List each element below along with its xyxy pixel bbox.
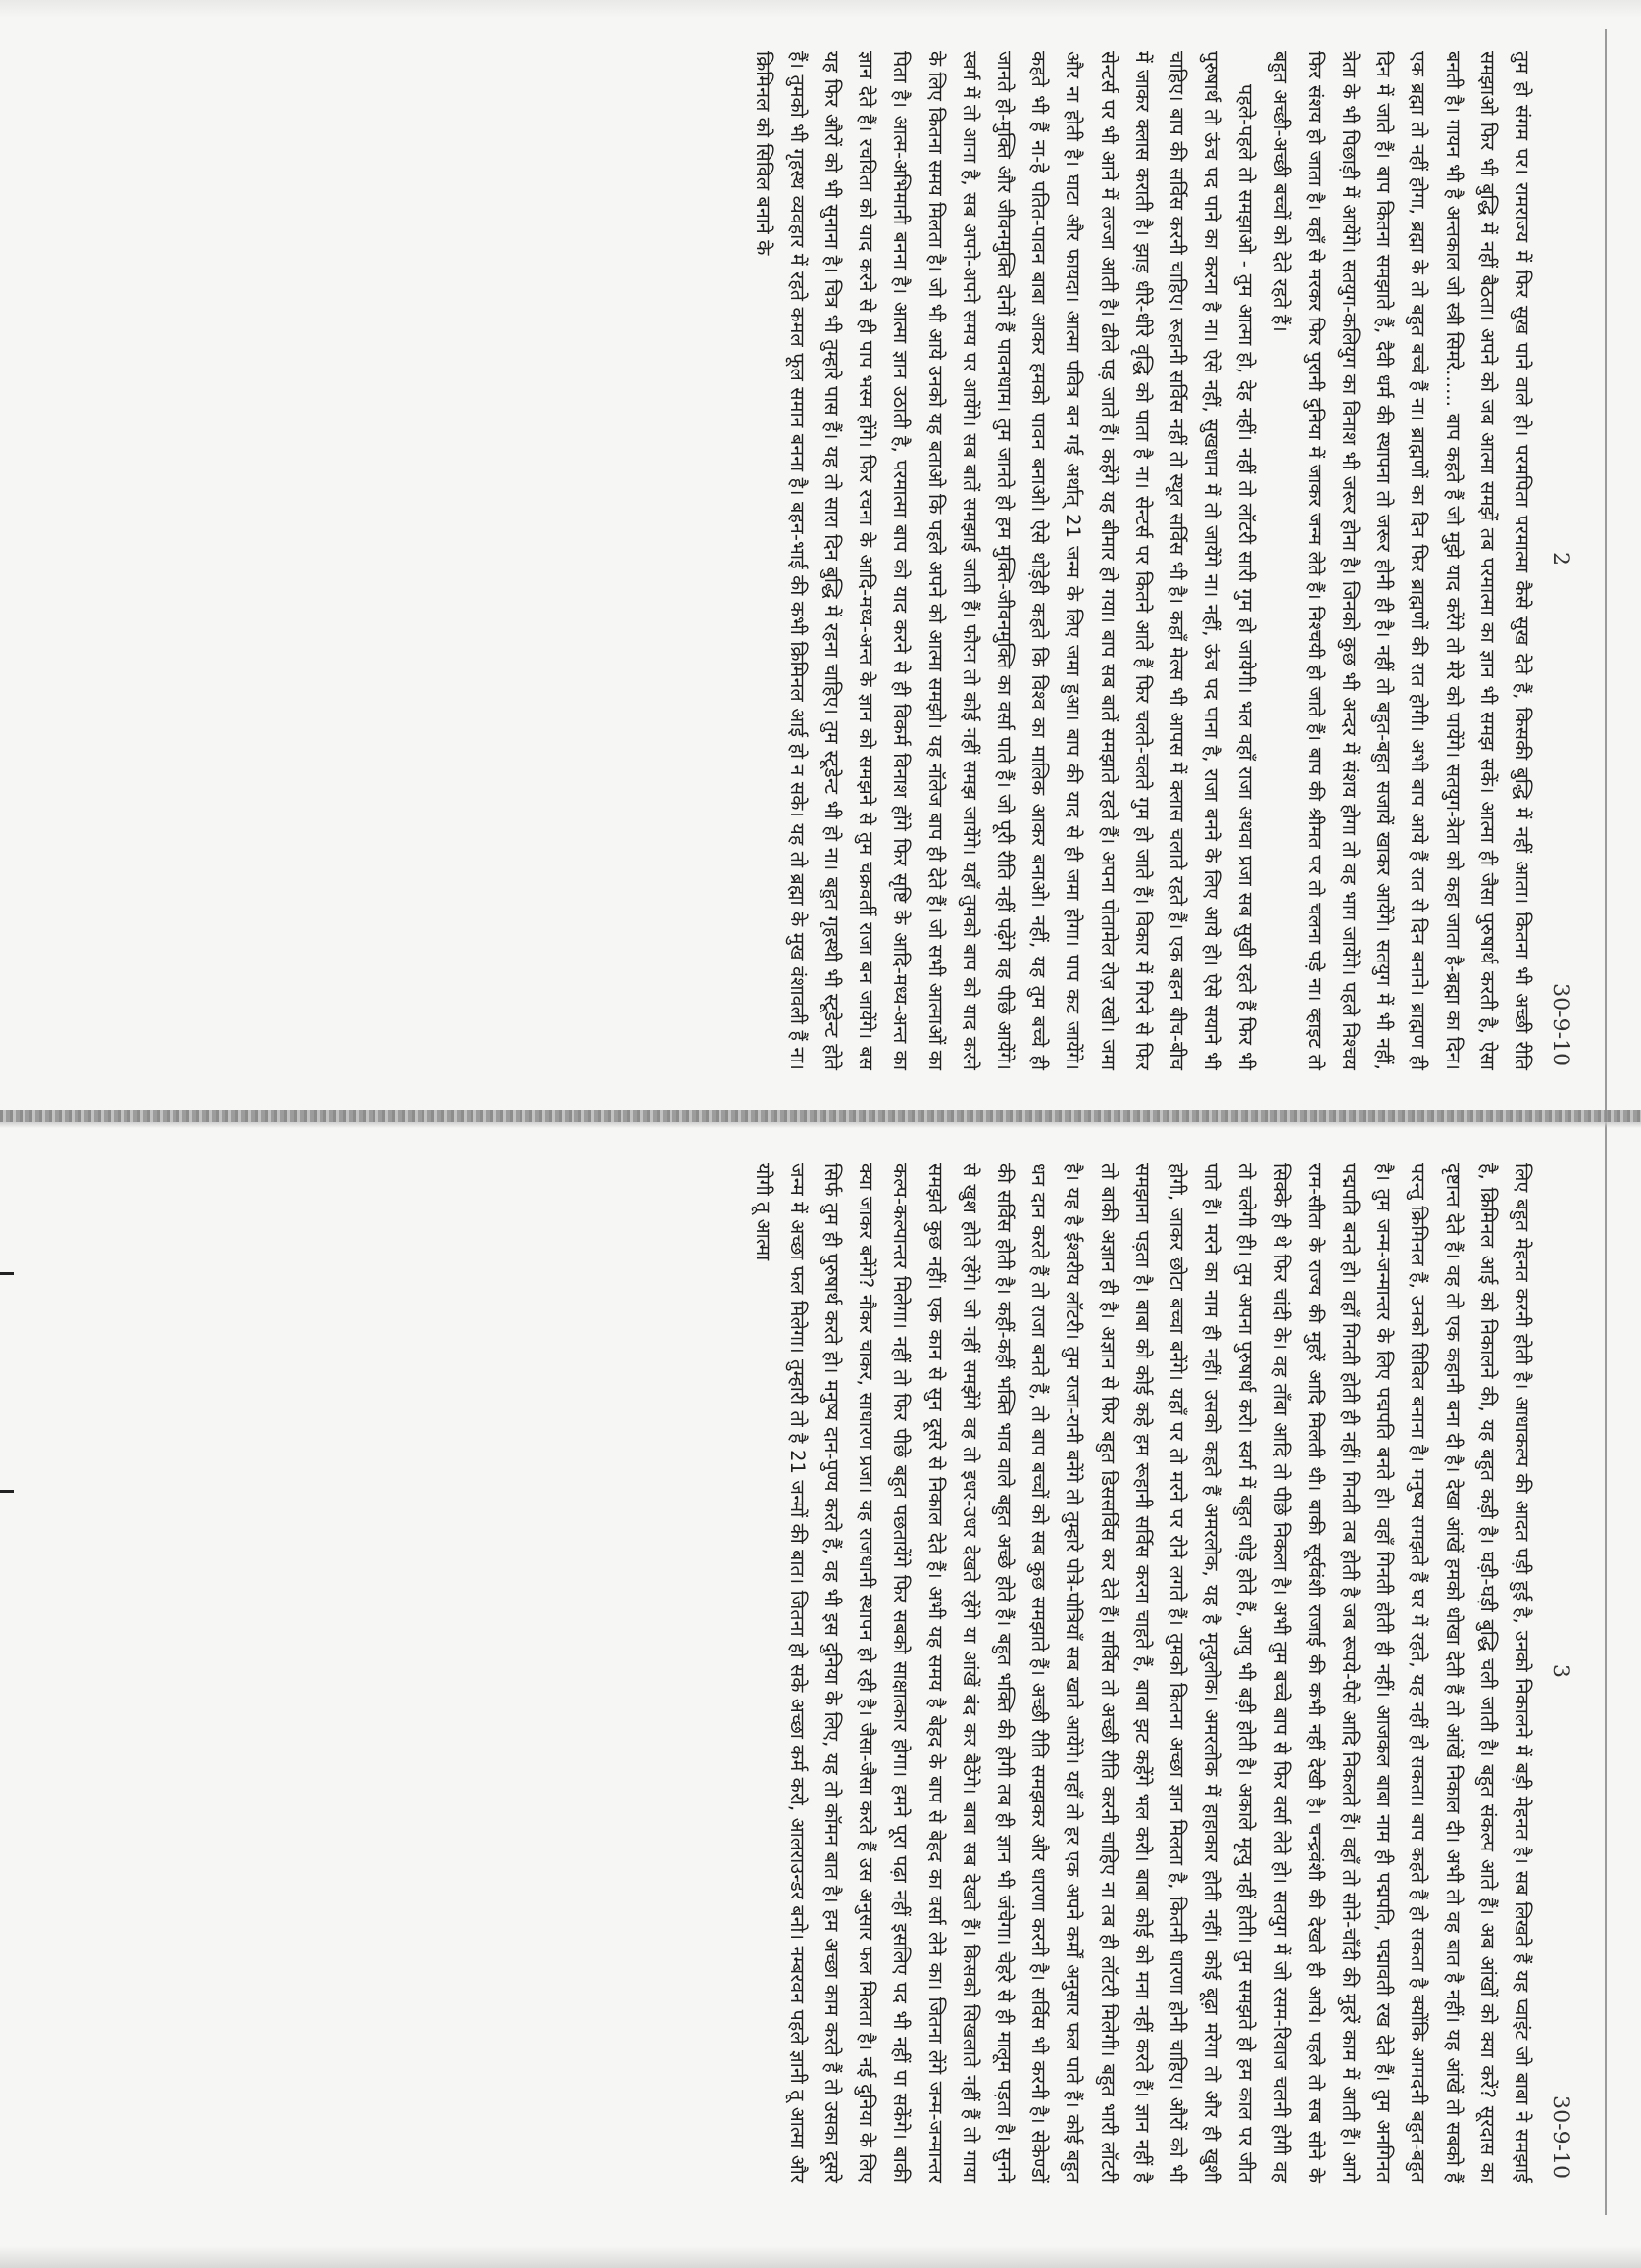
paragraph: पहले-पहले तो समझाओ - तुम आत्मा हो, देह नहीं। नहीं तो लॉटरी सारी गुम हो जायेगी। भल वहाँ राजा अथवा प्रजा सब सुखी रहते हैं फिर भी पुरुषार्थ तो ऊंच पद पाने का करना है ना। ऐसे नहीं, सुखधाम में तो जायेंगे ना। नहीं, ऊंच पद पाना है, राजा बनने के लिए आये हो। ऐसे सयाने भी चाहिए। बाप की सर्विस करनी चाहिए। रूहानी सर्विस नहीं तो स्थूल सर्विस भी है। कहाँ मेल्स भी आपस में क्लास चलाते रहते हैं। एक बहन बीच-बीच में जाकर क्लास कराती है। झाड़ धीरे-धीरे वृद्धि को पाता है ना। सेन्टर्स पर कितने आते हैं फिर चलते-चलते गुम हो जाते हैं। विकार में गिरने से फिर सेन्टर्स पर भी आने में लज्जा आती है। ढीले पड़ जाते हैं। कहेंगे यह बीमार हो गया। बाप सब बातें समझाते रहते हैं। अपना पोतामेल रोज़ रखो। जमा और ना होती है। घाटा और फायदा। आत्मा पवित्र बन गई अर्थात् 21 जन्म के लिए जमा हुआ। बाप की याद से ही जमा होगा। पाप कट जायेंगे। कहते भी हैं ना-हे पतित-पावन बाबा आकर हमको पावन बनाओ। ऐसे थोड़ेही कहते कि विश्व का मालिक आकर बनाओ। नहीं, यह तुम बच्चे ही जानते हो-मुक्ति और जीवनमुक्ति दोनों हैं पावनधाम। तुम जानते हो हम मुक्ति-जीवनमुक्ति का वर्सा पाते हैं। जो पूरी रीति नहीं पढ़ेंगे वह पीछे आयेंगे। स्वर्ग में तो आना है, सब अपने-अपने समय पर आयेंगे। सब बातें समझाई जाती हैं। फौरन तो कोई नहीं समझ जायेंगे। यहाँ तुमको बाप को याद करने के लिए कितना समय मिलता है। जो भी आये उनको यह बताओ कि पहले अपने को आत्मा समझो। यह नॉलेज बाप ही देते हैं। जो सभी आत्माओं का पिता है। आत्म-अभिमानी बनना है। आत्मा ज्ञान उठाती है, परमात्मा बाप को याद करने से ही विकर्म विनाश होंगे फिर सृष्टि के आदि-मध्य-अन्त का ज्ञान देते हैं। रचयिता को याद करने से ही पाप भस्म होंगे। फिर रचना के आदि-मध्य-अन्त के ज्ञान को समझने से तुम चक्रवर्ती राजा बन जायेंगे। बस यह फिर औरों को भी सुनाना है। चित्र भी तुम्हारे पास हैं। यह तो सारा दिन बुद्धि में रहना चाहिए। तुम स्टूडेन्ट भी हो ना। बहुत गृहस्थी भी स्टूडेन्ट होते हैं। तुमको भी गृहस्थ व्यवहार में रहते कमल फूल समान बनना है। बहन-भाई की कभी क्रिमिनल आई हो न सके। यह तो ब्रह्मा के मुख वंशावली हैं ना। क्रिमिनल को सिविल बनाने के [751,51,1258,1070]
paragraph: तुम हो संगम पर। रामराज्य में फिर सुख पाने वाले हो। परमपिता परमात्मा कैसे सुख देते हैं, किसकी बुद्धि में नहीं आता। कितना भी अच्छी रीति समझाओ फिर भी बुद्धि में नहीं बैठता। अपने को जब आत्मा समझें तब परमात्मा का ज्ञान भी समझ सकें। आत्मा ही जैसा पुरुषार्थ करती है, ऐसा बनती है। गायन भी है अन्तकाल जो स्त्री सिमरे...... बाप कहते हैं जो मुझे याद करेंगे तो मेरे को पायेंगे। सतयुग-त्रेता को कहा जाता है-ब्रह्मा का दिन। एक ब्रह्मा तो नहीं होगा, ब्रह्मा के तो बहुत बच्चे हैं ना। ब्राह्मणों का दिन फिर ब्राह्मणों की रात होगी। अभी बाप आये हैं रात से दिन बनाने। ब्राह्मण ही दिन में जाते हैं। बाप कितना समझाते हैं, दैवी धर्म की स्थापना तो जरूर होनी ही है। नहीं तो बहुत-बहुत सजायें खाकर आयेंगे। सतयुग में भी नहीं, त्रेता के भी पिछाड़ी में आयेंगे। सतयुग-कलियुग का विनाश भी जरूर होना है। जिनको कुछ भी अन्दर में संशय होगा तो वह भाग जायेंगे। पहले निश्चय फिर संशय हो जाता है। वहाँ से मरकर फिर पुरानी दुनिया में जाकर जन्म लेते हैं। निश्चयी हो जाते हैं। बाप की श्रीमत पर तो चलना पड़े ना। व्हाइट तो बहुत अच्छी-अच्छी बच्चों को देते रहते हैं। [1268,51,1533,1070]
scan-edge-top [0,0,1641,18]
page-2-region [69,39,1578,1078]
page-3-region [69,1152,1578,2191]
page-header [1539,1152,1578,2191]
page-date: 30-9-10 [1548,983,1572,1066]
margin-mark [0,1272,14,1275]
page-number: 3 [1548,1664,1572,1678]
scan-edge-bottom [0,2246,1641,2268]
page-date: 30-9-10 [1548,2095,1572,2179]
page-2 [69,39,1578,1078]
page-number: 2 [1548,552,1572,566]
page-3 [69,1152,1578,2191]
margin-mark [0,1490,14,1493]
page-body [745,39,1539,1078]
page-fold-divider [0,1110,1641,1122]
page-body [745,1152,1539,2191]
paragraph: लिए बहुत मेहनत करनी होती है। आधाकल्प की आदत पड़ी हुई है, उनको निकालने में बड़ी मेहनत है। सब लिखते हैं यह प्वाइंट जो बाबा ने समझाई है, क्रिमिनल आई को निकालने की, यह बहुत कड़ी है। घड़ी-घड़ी बुद्धि चली जाती है। बहुत संकल्प आते हैं। अब आंखों को क्या करें? सूरदास का दृष्टान्त देते हैं। वह तो एक कहानी बना दी है। देखा आंखें हमको धोखा देती हैं तो आंखें निकाल दी। अभी तो वह बात है नहीं। यह आंखें तो सबको हैं परन्तु क्रिमिनल हैं, उनको सिविल बनाना है। मनुष्य समझते हैं घर में रहते, यह नहीं हो सकता। बाप कहते हैं हो सकता है क्योंकि आमदनी बहुत-बहुत है। तुम जन्म-जन्मान्तर के लिए पद्मपति बनते हो। वहाँ गिनती होती ही नहीं। आजकल बाबा नाम ही पद्मपति, पद्मावती रख देते हैं। तुम अनगिनत पद्मपति बनते हो। वहाँ गिनती होती ही नहीं। गिनती तब होती है जब रूपये-पैसे आदि निकलते हैं। वहाँ तो सोने-चाँदी की मुहरें काम में आती हैं। आगे राम-सीता के राज्य की मुहरें आदि मिलती थी। बाकी सूर्यवंशी राजाई की कभी नहीं देखी है। चन्द्रवंशी की देखते ही आये। पहले तो सब सोने के सिक्के ही थे फिर चांदी के। वह ताँबा आदि तो पीछे निकला है। अभी तुम बच्चे बाप से फिर वर्सा लेते हो। सतयुग में जो रसम-रिवाज चलनी होगी वह तो चलेगी ही। तुम अपना पुरुषार्थ करो। स्वर्ग में बहुत थोड़े होते हैं, आयु भी बड़ी होती है। अकाले मृत्यु नहीं होती। तुम समझते हो हम काल पर जीत पाते हैं। मरने का नाम ही नहीं। उसको कहते हैं अमरलोक, यह है मृत्युलोक। अमरलोक में हाहाकार होती नहीं। कोई बूढ़ा मरेगा तो और ही खुशी होगी, जाकर छोटा बच्चा बनेंगे। यहाँ पर तो मरने पर रोने लगते हैं। तुमको कितना अच्छा ज्ञान मिलता है, कितनी धारणा होनी चाहिए। औरों को भी समझाना पड़ता है। बाबा को कोई कहे हम रूहानी सर्विस करना चाहते हैं, बाबा झट कहेंगे भल करो। बाबा कोई को मना नहीं करते हैं। ज्ञान नहीं है तो बाकी अज्ञान ही है। अज्ञान से फिर बहुत डिससर्विस कर देते हैं। सर्विस तो अच्छी रीति करनी चाहिए ना तब ही लॉटरी मिलेगी। बहुत भारी लॉटरी है। यह है ईश्वरीय लॉटरी। तुम राजा-रानी बनेंगे तो तुम्हारे पोत्रे-पोत्रियाँ सब खाते आयेंगे। यहाँ तो हर एक अपने कर्मों अनुसार फल पाते हैं। कोई बहुत धन दान करते हैं तो राजा बनते हैं, तो बाप बच्चों को सब कुछ समझाते हैं। अच्छी रीति समझकर और धारणा करनी है। सर्विस भी करनी है। सेकेण्डों की सर्विस होती है। कहीं-कहीं भक्ति भाव वाले बहुत अच्छे होते हैं। बहुत भक्ति की होगी तब ही ज्ञान भी जंचेगा। चेहरे से ही मालूम पड़ता है। सुनने से खुश होते रहेंगे। जो नहीं समझेंगे वह तो इधर-उधर देखते रहेंगे या आंखें बंद कर बैठेंगे। बाबा सब देखते हैं। किसको सिखलाते नहीं हैं तो गाया समझते कुछ नहीं। एक कान से सुन दूसरे से निकाल देते हैं। अभी यह समय है बेहद के बाप से बेहद का वर्सा लेने का। जितना लेंगे जन्म-जन्मान्तर कल्प-कल्पान्तर मिलेगा। नहीं तो फिर पीछे बहुत पछतायेंगे फिर सबको साक्षात्कार होगा। हमने पूरा पढ़ा नहीं इसलिए पद भी नहीं पा सकेंगे। बाकी क्या जाकर बनेंगे? नौकर चाकर, साधारण प्रजा। यह राजधानी स्थापन हो रही है। जैसा-जैसा करते हैं उस अनुसार फल मिलता है। नई दुनिया के लिए सिर्फ तुम ही पुरुषार्थ करते हो। मनुष्य दान-पुण्य करते हैं, वह भी इस दुनिया के लिए, यह तो कॉमन बात है। हम अच्छा काम करते हैं तो उसका दूसरे जन्म में अच्छा फल मिलेगा। तुम्हारी तो है 21 जन्मों की बात। जितना हो सके अच्छा कर्म करो, आलराउन्डर बनो। नम्बरवन पहले ज्ञानी तू आत्मा और योगी तू आत्मा [751,1163,1533,2183]
page-header [1539,39,1578,1078]
